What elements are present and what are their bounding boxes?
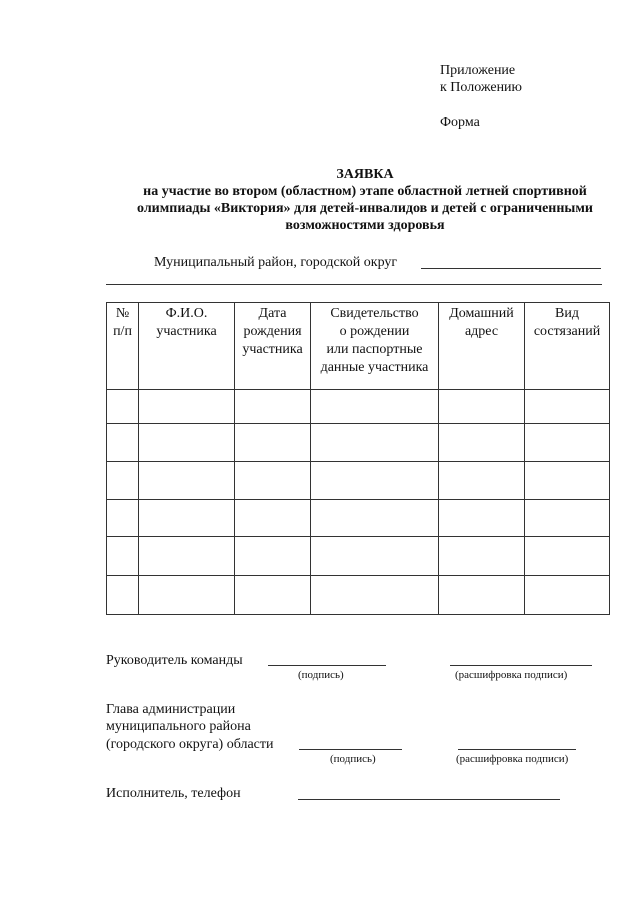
- appendix-line-2: к Положению: [440, 80, 523, 95]
- table-cell[interactable]: [107, 462, 139, 500]
- header-home-address: Домашний адрес: [439, 303, 525, 390]
- table-cell[interactable]: [235, 390, 311, 424]
- team-leader-signature-line[interactable]: [268, 665, 386, 666]
- table-cell[interactable]: [139, 576, 235, 615]
- district-underline[interactable]: [106, 284, 602, 285]
- table-cell[interactable]: [107, 537, 139, 576]
- table-cell[interactable]: [525, 576, 610, 615]
- table-cell[interactable]: [439, 500, 525, 537]
- title-heading: ЗАЯВКА: [336, 167, 394, 182]
- table-cell[interactable]: [525, 462, 610, 500]
- table-row: [107, 500, 610, 537]
- table-cell[interactable]: [439, 537, 525, 576]
- head-admin-sign-caption: (подпись): [330, 753, 376, 765]
- table-row: [107, 537, 610, 576]
- table-cell[interactable]: [235, 500, 311, 537]
- header-full-name: Ф.И.О. участника: [139, 303, 235, 390]
- table-cell[interactable]: [139, 462, 235, 500]
- district-label: Муниципальный район, городской округ: [154, 255, 398, 270]
- table-row: [107, 576, 610, 615]
- team-leader-decode-line[interactable]: [450, 665, 592, 666]
- table-cell[interactable]: [311, 500, 439, 537]
- title-line-2: олимпиады «Виктория» для детей-инвалидов и детей с ограниченными: [137, 201, 593, 216]
- table-cell[interactable]: [525, 500, 610, 537]
- table-row: [107, 424, 610, 462]
- table-cell[interactable]: [107, 576, 139, 615]
- table-header-row: [107, 303, 610, 390]
- table-cell[interactable]: [107, 424, 139, 462]
- table-cell[interactable]: [439, 576, 525, 615]
- table-cell[interactable]: [235, 537, 311, 576]
- table-cell[interactable]: [235, 424, 311, 462]
- table-cell[interactable]: [525, 424, 610, 462]
- table-cell[interactable]: [107, 390, 139, 424]
- table-row: [107, 462, 610, 500]
- team-leader-label: Руководитель команды: [106, 653, 243, 668]
- table-cell[interactable]: [311, 537, 439, 576]
- header-certificate: Свидетельство о рождении или паспортные данные участника: [311, 303, 439, 390]
- table-cell[interactable]: [235, 576, 311, 615]
- table-cell[interactable]: [311, 462, 439, 500]
- head-admin-signature-line[interactable]: [299, 749, 402, 750]
- table-cell[interactable]: [525, 537, 610, 576]
- title-line-1: на участие во втором (областном) этапе областной летней спортивной: [143, 184, 587, 199]
- form-label: Форма: [440, 115, 480, 130]
- head-admin-decode-caption: (расшифровка подписи): [456, 753, 569, 765]
- table-cell[interactable]: [139, 537, 235, 576]
- table-cell[interactable]: [439, 424, 525, 462]
- table-cell[interactable]: [311, 390, 439, 424]
- appendix-line-1: Приложение: [440, 63, 516, 78]
- table-cell[interactable]: [311, 424, 439, 462]
- header-birth-date: Дата рождения участника: [235, 303, 311, 390]
- executor-phone-line[interactable]: [298, 799, 560, 800]
- document-title: [100, 166, 630, 234]
- executor-label: Исполнитель, телефон: [106, 786, 241, 801]
- header-number: № п/п: [107, 303, 139, 390]
- head-admin-decode-line[interactable]: [458, 749, 576, 750]
- table-cell[interactable]: [439, 390, 525, 424]
- head-admin-line-1: Глава администрации: [106, 702, 236, 717]
- district-input-line[interactable]: [421, 268, 601, 269]
- head-admin-line-3: (городского округа) области: [106, 737, 274, 752]
- team-leader-sign-caption: (подпись): [298, 669, 344, 681]
- header-competition-type: Вид состязаний: [525, 303, 610, 390]
- table-cell[interactable]: [525, 390, 610, 424]
- participants-table: [106, 302, 610, 615]
- table-cell[interactable]: [235, 462, 311, 500]
- head-admin-line-2: муниципального района: [106, 719, 251, 734]
- table-cell[interactable]: [139, 424, 235, 462]
- table-cell[interactable]: [139, 390, 235, 424]
- table-cell[interactable]: [139, 500, 235, 537]
- table-cell[interactable]: [311, 576, 439, 615]
- table-cell[interactable]: [439, 462, 525, 500]
- table-cell[interactable]: [107, 500, 139, 537]
- table-row: [107, 390, 610, 424]
- team-leader-decode-caption: (расшифровка подписи): [455, 669, 568, 681]
- title-line-3: возможностями здоровья: [285, 218, 445, 233]
